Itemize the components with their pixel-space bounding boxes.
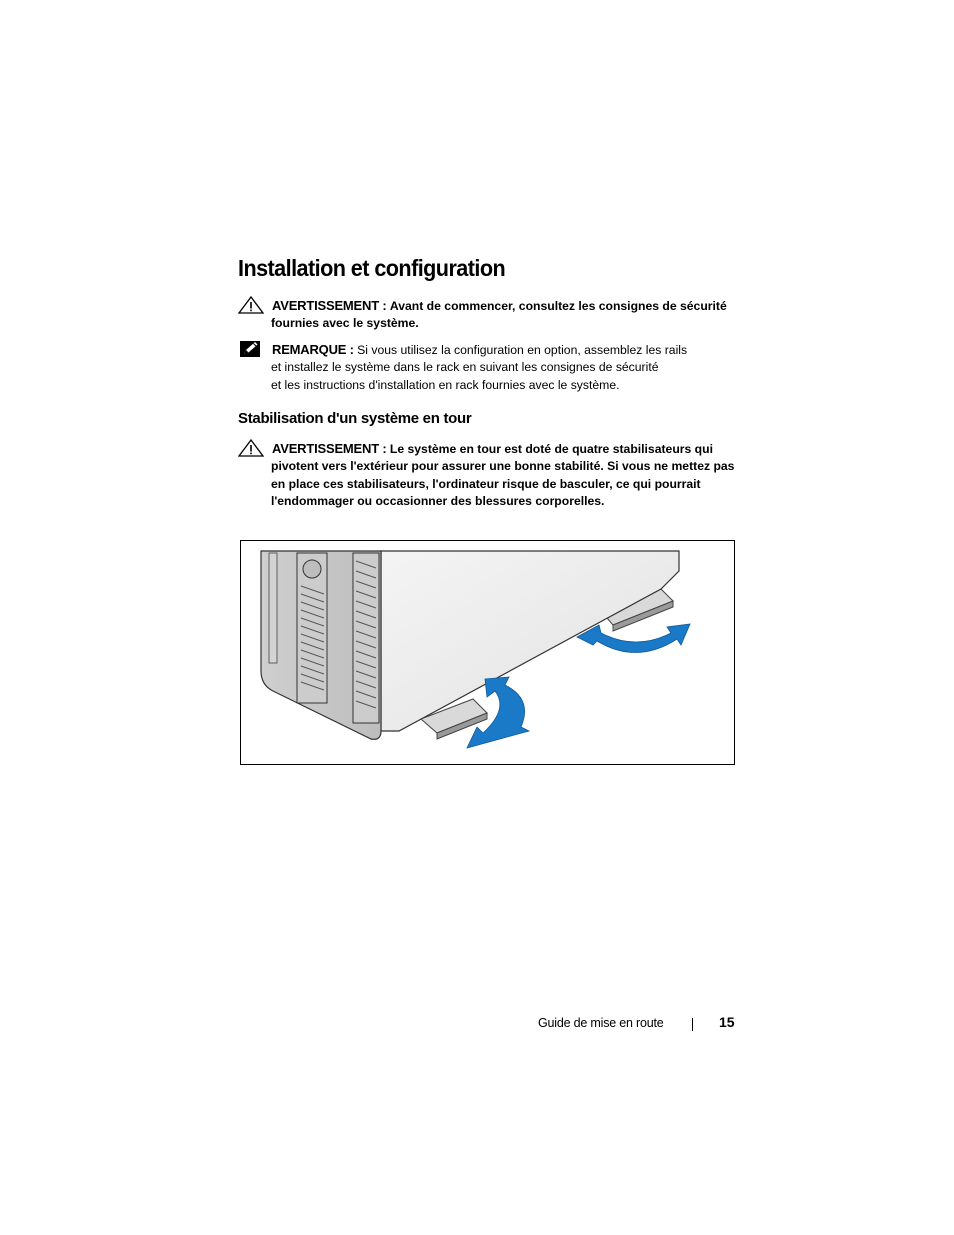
tower-front-bezel <box>261 551 381 739</box>
footer-title: Guide de mise en route <box>538 1016 664 1030</box>
tower-side-panel <box>381 551 679 731</box>
warning-text: Avant de commencer, consultez les consignes de sécurité <box>389 299 727 313</box>
note-text: Si vous utilisez la configuration en option, assemblez les rails <box>357 343 688 357</box>
page-number: 15 <box>719 1014 735 1030</box>
footer-separator <box>692 1018 693 1031</box>
page-title: Installation et configuration <box>238 255 506 281</box>
warning-text: fournies avec le système. <box>271 316 419 331</box>
warning-icon <box>238 439 264 457</box>
warning-text: Le système en tour est doté de quatre stabilisateurs qui <box>389 442 713 456</box>
note-pencil-icon <box>238 340 264 358</box>
rotation-arrow-rear <box>577 624 690 653</box>
note-label: REMARQUE : <box>272 342 354 357</box>
warning-text: l'endommager ou occasionner des blessures corporelles. <box>271 494 605 509</box>
tower-stabilizer-illustration <box>241 541 734 764</box>
warning-text: en place ces stabilisateurs, l'ordinateur risque de basculer, ce qui pourrait <box>271 476 701 491</box>
note-text: et les instructions d'installation en rack fournies avec le système. <box>271 377 620 392</box>
warning-text: pivotent vers l'extérieur pour assurer une bonne stabilité. Si vous ne mettez pas <box>271 459 735 474</box>
tower-stabilizer-figure <box>240 540 735 765</box>
warning-label: AVERTISSEMENT : <box>272 298 387 313</box>
note-text: et installez le système dans le rack en suivant les consignes de sécurité <box>271 360 659 375</box>
warning-icon <box>238 296 264 314</box>
section-heading: Stabilisation d'un système en tour <box>238 410 472 427</box>
warning-label: AVERTISSEMENT : <box>272 441 387 456</box>
